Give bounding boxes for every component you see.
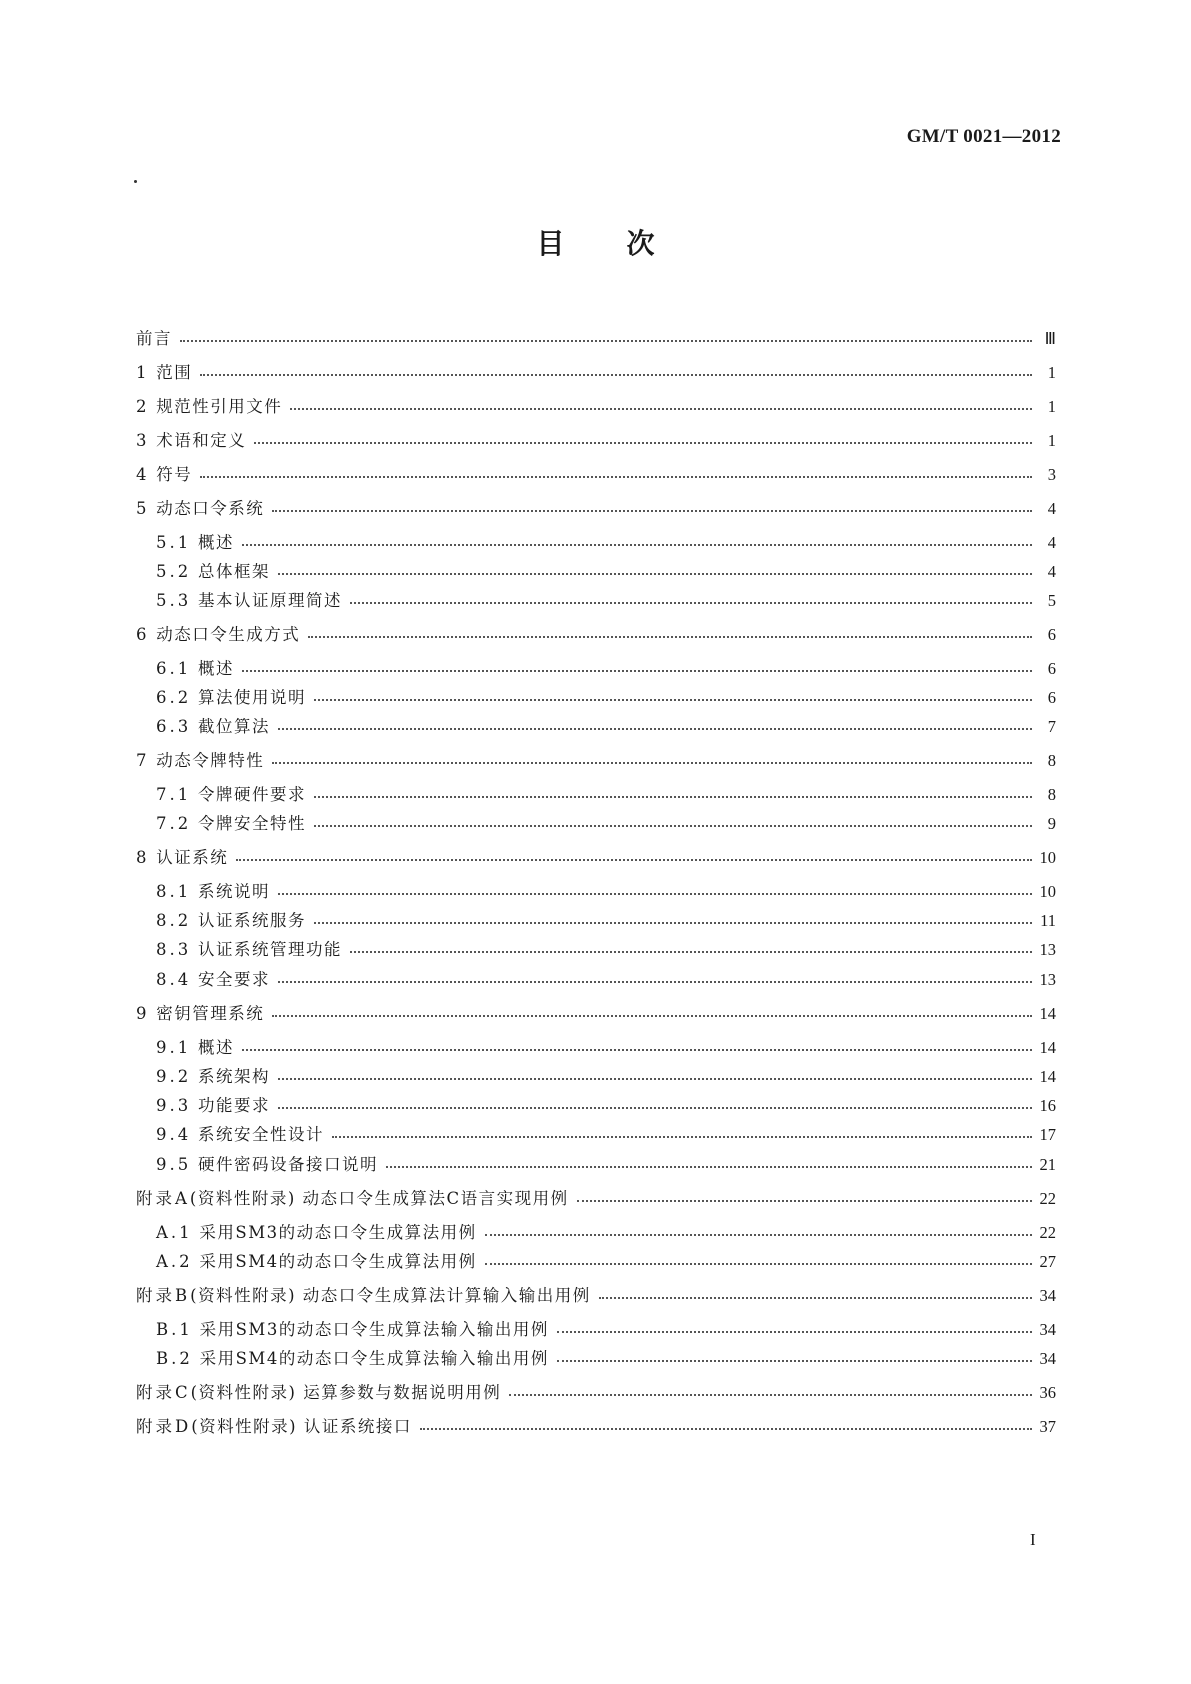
toc-dot-leader — [272, 747, 1032, 775]
toc-entry-title — [136, 359, 192, 387]
toc-entry-number: A.2 — [156, 1252, 193, 1271]
toc-title: 目次 — [536, 227, 717, 260]
toc-entry-title — [136, 655, 234, 683]
toc-entry[interactable] — [136, 495, 1056, 523]
toc-dot-leader — [180, 325, 1032, 353]
toc-entry-label: 采用SM4的动态口令生成算法用例 — [199, 1252, 477, 1271]
toc-entry-title — [136, 1185, 569, 1213]
toc-entry[interactable] — [136, 810, 1056, 838]
toc-entry-label: 系统说明 — [198, 882, 270, 901]
toc-entry[interactable] — [136, 359, 1056, 387]
toc-entry-title — [136, 878, 270, 906]
toc-entry-number: 4 — [136, 465, 150, 484]
toc-entry-title — [136, 1316, 549, 1344]
toc-entry-page: 34 — [1039, 1286, 1056, 1305]
toc-dot-leader — [314, 781, 1032, 809]
toc-dot-leader — [557, 1345, 1032, 1373]
toc-entry-label: 功能要求 — [198, 1096, 270, 1115]
toc-entry-label: 概述 — [198, 533, 234, 552]
toc-dot-leader — [290, 393, 1032, 421]
toc-entry[interactable] — [136, 1282, 1056, 1310]
toc-entry-number: 3 — [136, 431, 150, 450]
stray-dot-mark — [134, 180, 137, 183]
toc-entry-title — [136, 713, 270, 741]
toc-dot-leader — [485, 1219, 1032, 1247]
toc-entry-page: 22 — [1039, 1189, 1056, 1208]
toc-entry-number: 6.3 — [156, 717, 192, 736]
toc-entry-title — [136, 1121, 324, 1149]
toc-entry-page: 13 — [1039, 940, 1056, 959]
toc-entry-label: (资料性附录) 动态口令生成算法计算输入输出用例 — [190, 1286, 591, 1305]
toc-entry-page: 1 — [1047, 397, 1056, 416]
toc-entry-title — [136, 461, 192, 489]
toc-entry-title — [136, 1092, 270, 1120]
toc-entry-number: 7.1 — [156, 785, 192, 804]
toc-dot-leader — [278, 966, 1032, 994]
toc-entry-number: 8.2 — [156, 911, 192, 930]
toc-entry[interactable] — [136, 655, 1056, 683]
toc-entry-title — [136, 684, 306, 712]
toc-entry[interactable] — [136, 621, 1056, 649]
toc-entry-label: (资料性附录) 动态口令生成算法C语言实现用例 — [189, 1189, 569, 1208]
toc-entry-page: 4 — [1047, 562, 1056, 581]
toc-entry[interactable] — [136, 878, 1056, 906]
toc-entry[interactable] — [136, 1379, 1056, 1407]
toc-entry[interactable] — [136, 1063, 1056, 1091]
toc-entry-title — [136, 427, 246, 455]
toc-entry-label: 采用SM3的动态口令生成算法输入输出用例 — [199, 1320, 549, 1339]
toc-entry-number: 6 — [136, 625, 150, 644]
toc-entry-page: 14 — [1039, 1038, 1056, 1057]
toc-entry-title — [136, 966, 270, 994]
toc-entry[interactable] — [136, 781, 1056, 809]
toc-entry[interactable] — [136, 587, 1056, 615]
toc-dot-leader — [278, 1063, 1032, 1091]
toc-dot-leader — [599, 1282, 1032, 1310]
toc-entry-label: 总体框架 — [198, 562, 270, 581]
toc-entry-title — [136, 1345, 549, 1373]
toc-entry[interactable] — [136, 558, 1056, 586]
toc-entry-label: 认证系统服务 — [198, 911, 306, 930]
toc-entry[interactable] — [136, 1151, 1056, 1179]
toc-entry-number: 8.3 — [156, 940, 192, 959]
toc-entry-number: 附录A — [136, 1189, 190, 1208]
toc-entry-label: 系统架构 — [198, 1067, 270, 1086]
toc-dot-leader — [272, 495, 1032, 523]
toc-dot-leader — [278, 878, 1032, 906]
toc-entry-page: 34 — [1039, 1320, 1056, 1339]
toc-entry-label: (资料性附录) 运算参数与数据说明用例 — [190, 1383, 502, 1402]
toc-entry-label: 术语和定义 — [156, 431, 247, 450]
toc-entry-label: 认证系统 — [156, 848, 229, 867]
toc-dot-leader — [278, 1092, 1032, 1120]
toc-entry[interactable] — [136, 1219, 1056, 1247]
toc-entry-page: 1 — [1047, 431, 1056, 450]
toc-entry-title — [136, 1063, 270, 1091]
toc-entry[interactable] — [136, 713, 1056, 741]
toc-entry-title — [136, 587, 342, 615]
toc-entry-title — [136, 844, 228, 872]
toc-entry-page: 4 — [1047, 499, 1056, 518]
toc-entry-number: 附录B — [136, 1286, 191, 1305]
toc-entry[interactable] — [136, 1000, 1056, 1028]
toc-entry-page: 10 — [1039, 882, 1056, 901]
toc-entry-title — [136, 1413, 412, 1441]
toc-entry-label: 安全要求 — [198, 970, 270, 989]
toc-entry-number: 7 — [136, 751, 150, 770]
standard-number: GM/T 0021—2012 — [906, 126, 1061, 147]
toc-entry-page: 7 — [1047, 717, 1056, 736]
toc-entry-number: 1 — [136, 363, 150, 382]
toc-entry-title — [136, 621, 300, 649]
toc-dot-leader — [308, 621, 1032, 649]
toc-entry-page: 6 — [1047, 625, 1056, 644]
toc-entry[interactable] — [136, 1413, 1056, 1441]
toc-entry[interactable] — [136, 936, 1056, 964]
toc-entry-page: 3 — [1047, 465, 1056, 484]
toc-dot-leader — [350, 936, 1032, 964]
toc-entry-page: 5 — [1047, 591, 1056, 610]
toc-dot-leader — [200, 461, 1032, 489]
toc-dot-leader — [236, 844, 1032, 872]
toc-entry[interactable] — [136, 1316, 1056, 1344]
toc-entry-number: 8.1 — [156, 882, 192, 901]
toc-entry-page: 17 — [1039, 1125, 1056, 1144]
toc-entry-page: 13 — [1039, 970, 1056, 989]
toc-entry-number: 9.3 — [156, 1096, 192, 1115]
toc-entry-label: 动态令牌特性 — [156, 751, 265, 770]
toc-entry-label: 算法使用说明 — [198, 688, 306, 707]
toc-entry[interactable] — [136, 461, 1056, 489]
toc-entry-label: 规范性引用文件 — [156, 397, 283, 416]
toc-entry-title — [136, 1379, 501, 1407]
toc-entry-label: 符号 — [156, 465, 193, 484]
toc-entry-title — [136, 1248, 477, 1276]
toc-entry-page: 14 — [1039, 1004, 1056, 1023]
toc-entry[interactable] — [136, 1248, 1056, 1276]
toc-entry-label: 基本认证原理简述 — [198, 591, 342, 610]
toc-entry-title — [136, 495, 264, 523]
toc-dot-leader — [242, 529, 1032, 557]
toc-entry-title — [136, 936, 342, 964]
toc-entry[interactable] — [136, 1092, 1056, 1120]
toc-entry-number: 9.2 — [156, 1067, 192, 1086]
toc-dot-leader — [509, 1379, 1032, 1407]
toc-entry-label: 范围 — [156, 363, 193, 382]
toc-entry[interactable] — [136, 393, 1056, 421]
toc-entry-page: 6 — [1047, 659, 1056, 678]
toc-entry-page: 10 — [1039, 848, 1056, 867]
toc-entry-page: 4 — [1047, 533, 1056, 552]
toc-entry-number: 6.2 — [156, 688, 192, 707]
toc-entry[interactable] — [136, 907, 1056, 935]
toc-entry-number: 附录C — [136, 1383, 191, 1402]
toc-dot-leader — [278, 558, 1032, 586]
toc-entry-page: 37 — [1039, 1417, 1056, 1436]
toc-entry-number: 5 — [136, 499, 150, 518]
toc-entry-label: 概述 — [198, 659, 234, 678]
toc-entry[interactable] — [136, 427, 1056, 455]
toc-entry-label: 截位算法 — [198, 717, 270, 736]
toc-entry[interactable] — [136, 684, 1056, 712]
toc-entry[interactable] — [136, 966, 1056, 994]
toc-dot-leader — [254, 427, 1032, 455]
toc-entry-number: 8.4 — [156, 970, 192, 989]
toc-entry-title — [136, 558, 270, 586]
toc-entry-label: (资料性附录) 认证系统接口 — [191, 1417, 412, 1436]
toc-entry-title — [136, 1219, 477, 1247]
toc-entry-number: 8 — [136, 848, 150, 867]
toc-entry[interactable] — [136, 1345, 1056, 1373]
toc-entry-page: 8 — [1047, 751, 1056, 770]
toc-entry-label: 系统安全性设计 — [198, 1125, 324, 1144]
toc-entry-number: 9.4 — [156, 1125, 192, 1144]
toc-dot-leader — [485, 1248, 1032, 1276]
toc-dot-leader — [272, 1000, 1032, 1028]
toc-entry-number: 2 — [136, 397, 150, 416]
toc-entry-title — [136, 747, 264, 775]
toc-entry-page: 6 — [1047, 688, 1056, 707]
toc-entry-title — [136, 1151, 378, 1179]
toc-entry-page: 21 — [1039, 1155, 1056, 1174]
toc-entry-label: 硬件密码设备接口说明 — [198, 1155, 378, 1174]
toc-entry-page: 22 — [1039, 1223, 1056, 1242]
toc-dot-leader — [242, 1034, 1032, 1062]
toc-entry-page: 27 — [1039, 1252, 1056, 1271]
toc-entry-page: 1 — [1047, 363, 1056, 382]
toc-entry-page: 9 — [1047, 814, 1056, 833]
toc-entry-number: 9 — [136, 1004, 150, 1023]
toc-entry-page: 8 — [1047, 785, 1056, 804]
toc-dot-leader — [350, 587, 1032, 615]
toc-entry-number: A.1 — [156, 1223, 193, 1242]
toc-entry-number: 附录D — [136, 1417, 192, 1436]
toc-entry-title — [136, 529, 234, 557]
toc-entry-label: 认证系统管理功能 — [198, 940, 342, 959]
toc-entry-title — [136, 781, 306, 809]
toc-entry-page: 34 — [1039, 1349, 1056, 1368]
toc-entry-number: 5.3 — [156, 591, 192, 610]
toc-entry-page: Ⅲ — [1044, 329, 1056, 348]
toc-entry-number: B.2 — [156, 1349, 193, 1368]
toc-entry[interactable] — [136, 325, 1056, 353]
toc-entry-title — [136, 1282, 591, 1310]
toc-entry-number: 5.1 — [156, 533, 192, 552]
toc-entry-label: 前言 — [136, 329, 172, 348]
toc-dot-leader — [314, 810, 1032, 838]
toc-entry[interactable] — [136, 1034, 1056, 1062]
toc-entry-label: 概述 — [198, 1038, 234, 1057]
toc-entry-title — [136, 810, 306, 838]
toc-dot-leader — [577, 1185, 1032, 1213]
toc-entry[interactable] — [136, 529, 1056, 557]
toc-entry[interactable] — [136, 844, 1056, 872]
toc-entry-number: B.1 — [156, 1320, 193, 1339]
toc-entry-label: 动态口令生成方式 — [156, 625, 301, 644]
toc-entry-title — [136, 907, 306, 935]
toc-dot-leader — [314, 684, 1032, 712]
toc-entry-number: 9.5 — [156, 1155, 192, 1174]
toc-entry-title — [136, 1034, 234, 1062]
footer-page-number: I — [1030, 1530, 1036, 1549]
toc-dot-leader — [242, 655, 1032, 683]
toc-entry-number: 5.2 — [156, 562, 192, 581]
toc-entry-label: 采用SM4的动态口令生成算法输入输出用例 — [199, 1349, 549, 1368]
toc-entry-label: 令牌安全特性 — [198, 814, 306, 833]
toc-entry[interactable] — [136, 747, 1056, 775]
toc-dot-leader — [314, 907, 1032, 935]
toc-entry-number: 7.2 — [156, 814, 192, 833]
toc-entry-page: 36 — [1039, 1383, 1056, 1402]
toc-dot-leader — [200, 359, 1032, 387]
toc-entry-label: 密钥管理系统 — [156, 1004, 265, 1023]
toc-dot-leader — [278, 713, 1032, 741]
toc-dot-leader — [332, 1121, 1032, 1149]
toc-entry-label: 动态口令系统 — [156, 499, 265, 518]
toc-entry-page: 11 — [1040, 911, 1056, 930]
toc-entry-number: 6.1 — [156, 659, 192, 678]
toc-entry-label: 令牌硬件要求 — [198, 785, 306, 804]
toc-dot-leader — [420, 1413, 1032, 1441]
toc-entry-title — [136, 1000, 264, 1028]
toc-entry-number: 9.1 — [156, 1038, 192, 1057]
toc-entry-title — [136, 393, 282, 421]
toc-dot-leader — [386, 1151, 1032, 1179]
toc-entry[interactable] — [136, 1185, 1056, 1213]
toc-dot-leader — [557, 1316, 1032, 1344]
toc-entry-title — [136, 325, 172, 353]
toc-entry[interactable] — [136, 1121, 1056, 1149]
toc-entry-page: 16 — [1039, 1096, 1056, 1115]
toc-entry-label: 采用SM3的动态口令生成算法用例 — [199, 1223, 477, 1242]
toc-entry-page: 14 — [1039, 1067, 1056, 1086]
